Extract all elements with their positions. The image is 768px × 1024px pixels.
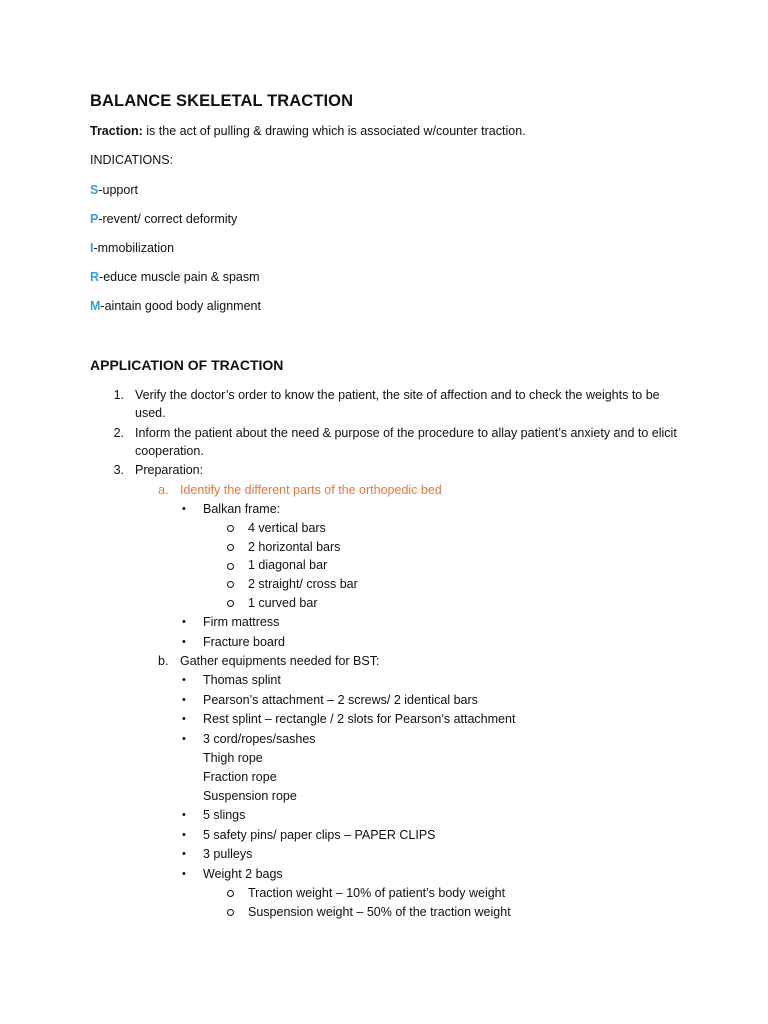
mnemonic-item: [90, 183, 138, 198]
bullet-icon: •: [182, 848, 186, 860]
definition-line: [90, 124, 526, 139]
circle-bullet-icon: [227, 909, 234, 916]
list-item: 3 cord/ropes/sashes: [203, 732, 316, 746]
sub-list-item: 2 horizontal bars: [248, 540, 341, 554]
sub-list-item: 4 vertical bars: [248, 521, 326, 535]
circle-bullet-icon: [227, 525, 234, 532]
definition-term: Traction:: [90, 124, 143, 138]
circle-bullet-icon: [227, 563, 234, 570]
mnemonic-text: -mmobilization: [93, 241, 175, 255]
sub-list-item: Suspension weight – 50% of the traction weight: [248, 905, 511, 919]
step-text: Preparation:: [135, 463, 204, 477]
list-item: Rest splint – rectangle / 2 slots for Pearson’s attachment: [203, 712, 516, 726]
circle-bullet-icon: [227, 544, 234, 551]
sub-heading: Gather equipments needed for BST:: [180, 654, 380, 668]
list-item: 3 pulleys: [203, 847, 253, 861]
indications-label: INDICATIONS:: [90, 153, 174, 167]
sub-list-item: 2 straight/ cross bar: [248, 577, 358, 591]
mnemonic-letter: I: [90, 241, 94, 255]
list-item-line: Suspension rope: [203, 789, 297, 803]
page-title: BALANCE SKELETAL TRACTION: [90, 92, 354, 110]
sub-list-item: 1 curved bar: [248, 596, 318, 610]
mnemonic-letter: M: [90, 299, 101, 313]
list-item: Fracture board: [203, 635, 285, 649]
step-text: Verify the doctor’s order to know the patient, the site of affection and to check the weights to be used.: [135, 388, 660, 420]
list-item: Pearson’s attachment – 2 screws/ 2 identical bars: [203, 693, 478, 707]
step-number: 3.: [113, 463, 124, 477]
bullet-icon: •: [182, 694, 186, 706]
mnemonic-item: [90, 241, 174, 256]
circle-bullet-icon: [227, 600, 234, 607]
step-text: Inform the patient about the need & purpose of the procedure to allay patient’s anxiety and to elicit cooperation.: [135, 426, 677, 458]
bullet-icon: •: [182, 636, 186, 648]
bullet-icon: •: [182, 503, 186, 515]
mnemonic-text: -upport: [98, 183, 138, 197]
mnemonic-item: [90, 212, 237, 227]
sub-list-item: Traction weight – 10% of patient’s body weight: [248, 886, 506, 900]
mnemonic-text: -educe muscle pain & spasm: [99, 270, 260, 284]
list-item: Firm mattress: [203, 615, 280, 629]
sub-heading: Identify the different parts of the orthopedic bed: [180, 483, 442, 497]
list-item: Weight 2 bags: [203, 867, 283, 881]
definition-text: is the act of pulling & drawing which is associated w/counter traction.: [142, 124, 526, 138]
list-item-line: Thigh rope: [203, 751, 263, 765]
mnemonic-letter: R: [90, 270, 100, 284]
list-item-line: Fraction rope: [203, 770, 277, 784]
bullet-icon: •: [182, 616, 186, 628]
list-item: 5 safety pins/ paper clips – PAPER CLIPS: [203, 828, 436, 842]
bullet-icon: •: [182, 868, 186, 880]
circle-bullet-icon: [227, 890, 234, 897]
step-number: 1.: [113, 388, 124, 402]
mnemonic-item: [90, 270, 260, 285]
mnemonic-item: [90, 299, 261, 314]
mnemonic-text: -aintain good body alignment: [100, 299, 261, 313]
circle-bullet-icon: [227, 581, 234, 588]
mnemonic-letter: S: [90, 183, 99, 197]
list-item: Balkan frame:: [203, 502, 281, 516]
sub-letter: b.: [158, 654, 169, 668]
list-item: 5 slings: [203, 808, 246, 822]
section-title: APPLICATION OF TRACTION: [90, 357, 284, 373]
bullet-icon: •: [182, 809, 186, 821]
list-item: Thomas splint: [203, 673, 281, 687]
mnemonic-text: -revent/ correct deformity: [98, 212, 238, 226]
step-number: 2.: [113, 426, 124, 440]
mnemonic-letter: P: [90, 212, 99, 226]
sub-list-item: 1 diagonal bar: [248, 558, 328, 572]
bullet-icon: •: [182, 733, 186, 745]
bullet-icon: •: [182, 829, 186, 841]
bullet-icon: •: [182, 713, 186, 725]
sub-letter: a.: [158, 483, 169, 497]
bullet-icon: •: [182, 674, 186, 686]
